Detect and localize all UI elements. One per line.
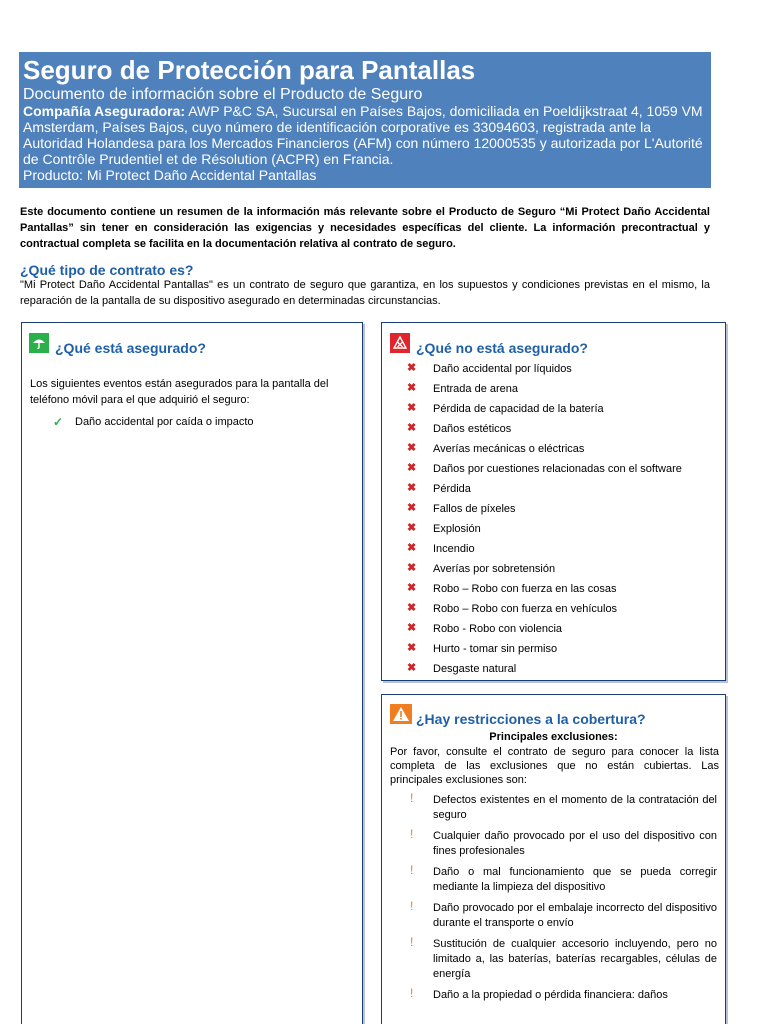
insurer-label: Compañía Aseguradora: xyxy=(23,103,186,119)
insured-box xyxy=(21,322,363,1024)
exclamation-icon: ! xyxy=(410,986,414,1000)
not-insured-list xyxy=(382,361,725,681)
x-icon: ✖ xyxy=(407,622,417,634)
product-name: Producto: Mi Protect Daño Accidental Pantallas xyxy=(23,167,317,183)
list-item: ! Defectos existentes en el momento de la contratación del seguro xyxy=(410,791,717,821)
list-item: ✖ Robo - Robo con violencia xyxy=(407,622,563,635)
list-item: ✖ Explosión xyxy=(407,522,481,535)
list-item: ✖ Robo – Robo con fuerza en las cosas xyxy=(407,582,617,595)
list-item: ✖ Daño accidental por líquidos xyxy=(407,362,572,375)
x-icon: ✖ xyxy=(407,462,417,474)
not-insured-title: ¿Qué no está asegurado? xyxy=(416,340,588,356)
exclamation-icon: ! xyxy=(410,827,414,841)
x-icon: ✖ xyxy=(407,582,417,594)
not-insured-box xyxy=(381,322,726,681)
warning-icon xyxy=(390,704,412,724)
document-header xyxy=(19,52,711,188)
exclusions-list xyxy=(382,793,725,1009)
restrictions-title: ¿Hay restricciones a la cobertura? xyxy=(416,711,646,727)
list-item: ! Daño a la propiedad o pérdida financiera: daños xyxy=(410,986,668,1001)
x-icon: ✖ xyxy=(407,662,417,674)
list-item: ✖ Daños estéticos xyxy=(407,422,512,435)
x-icon: ✖ xyxy=(407,422,417,434)
exclamation-icon: ! xyxy=(410,935,414,949)
insurer-details: AWP P&C SA, Sucursal en Países Bajos, domiciliada en Poeldijkstraat 4, 1059 VM Amsterdam, Países Bajos, cuyo número de identificación corporative es 33094603, registrada ante la Autoridad Holandesa para los Mercados Financieros (AFM) con número 12000535 y autorizada por L'Autorité de Contrôle Prudentiel et de Résolution (ACPR) en Francia. xyxy=(23,103,703,167)
insured-text: Los siguientes eventos están asegurados para la pantalla del teléfono móvil para el que adquirió el seguro: xyxy=(30,378,329,406)
insured-item xyxy=(53,414,254,430)
x-icon: ✖ xyxy=(407,442,417,454)
list-item: ! Daño provocado por el embalaje incorrecto del dispositivo durante el transporte o envío xyxy=(410,899,717,929)
x-icon: ✖ xyxy=(407,602,417,614)
check-icon: ✓ xyxy=(53,415,64,429)
restrictions-box xyxy=(381,694,726,1024)
list-item: ! Cualquier daño provocado por el uso del dispositivo con fines profesionales xyxy=(410,827,717,857)
list-item: ! Daño o mal funcionamiento que se pueda corregir mediante la limpieza del dispositivo xyxy=(410,863,717,893)
intro-paragraph: Este documento contiene un resumen de la información más relevante sobre el Producto de Seguro “Mi Protect Daño Accidental Pantallas” sin tener en consideración las exigencias y necesidades específicas del cliente. La información precontractual y contractual completa se facilita en la documentación relativa al contrato de seguro. xyxy=(20,206,710,250)
list-item: ! Sustitución de cualquier accesorio incluyendo, pero no limitado a, las baterías, baterías recargables, células de energía xyxy=(410,935,717,980)
page-subtitle: Documento de información sobre el Producto de Seguro xyxy=(23,86,423,103)
exclusions-subtitle: Principales exclusiones: xyxy=(489,731,618,743)
list-item: ✖ Hurto - tomar sin permiso xyxy=(407,642,558,655)
exclamation-icon: ! xyxy=(410,791,414,805)
contract-type-text: "Mi Protect Daño Accidental Pantallas" es un contrato de seguro que garantiza, en los supuestos y condiciones previstas en el mismo, la reparación de la pantalla de su dispositivo asegurado en determinadas circunstancias. xyxy=(20,279,710,307)
insured-title: ¿Qué está asegurado? xyxy=(55,340,206,356)
list-item: ✖ Averías mecánicas o eléctricas xyxy=(407,442,585,455)
list-item: ✖ Incendio xyxy=(407,542,475,555)
insurer-info xyxy=(23,103,707,167)
x-icon: ✖ xyxy=(407,502,417,514)
exclamation-icon: ! xyxy=(410,863,414,877)
x-icon: ✖ xyxy=(407,522,417,534)
list-item: ✖ Daños por cuestiones relacionadas con el software xyxy=(407,462,682,475)
x-icon: ✖ xyxy=(407,362,417,374)
page-title: Seguro de Protección para Pantallas xyxy=(23,55,476,85)
exclamation-icon: ! xyxy=(410,899,414,913)
restrictions-intro: Por favor, consulte el contrato de seguro para conocer la lista completa de las exclusiones que no están cubiertas. Las principales exclusiones son: xyxy=(390,746,719,786)
x-icon: ✖ xyxy=(407,562,417,574)
insured-item-label: Daño accidental por caída o impacto xyxy=(75,416,254,428)
contract-type-title: ¿Qué tipo de contrato es? xyxy=(20,262,194,278)
x-icon: ✖ xyxy=(407,482,417,494)
list-item: ✖ Desgaste natural xyxy=(407,662,517,675)
list-item: ✖ Fallos de píxeles xyxy=(407,502,516,515)
list-item: ✖ Pérdida de capacidad de la batería xyxy=(407,402,604,415)
list-item: ✖ Pérdida xyxy=(407,482,471,495)
umbrella-icon xyxy=(29,333,49,353)
list-item: ✖ Averías por sobretensión xyxy=(407,562,556,575)
list-item: ✖ Entrada de arena xyxy=(407,382,519,395)
x-icon: ✖ xyxy=(407,542,417,554)
x-icon: ✖ xyxy=(407,382,417,394)
x-icon: ✖ xyxy=(407,402,417,414)
not-covered-icon xyxy=(390,333,410,353)
x-icon: ✖ xyxy=(407,642,417,654)
list-item: ✖ Robo – Robo con fuerza en vehículos xyxy=(407,602,618,615)
